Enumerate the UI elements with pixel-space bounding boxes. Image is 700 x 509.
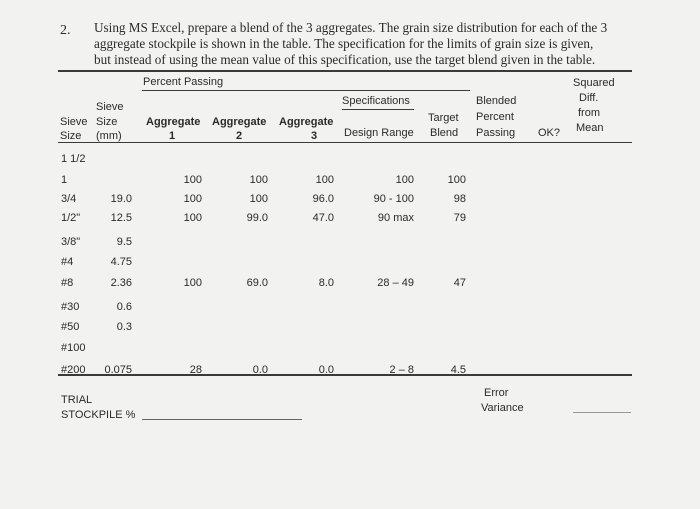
hdr-agg3-1: Aggregate: [279, 116, 334, 128]
error-variance-blank: [573, 412, 631, 413]
percent-passing-label: Percent Passing: [143, 76, 224, 88]
row-3-sieve: 1/2": [61, 212, 81, 224]
row-2-a1: 100: [183, 193, 202, 205]
question-line-3: but instead of using the mean value of this specification, use the target blend given in the table.: [94, 52, 596, 67]
row-3-a3: 47.0: [312, 212, 334, 224]
row-3-a1: 100: [183, 212, 202, 224]
row-2-sieve: 3/4: [61, 193, 77, 205]
hdr-specifications: Specifications: [342, 95, 410, 107]
row-1-sieve: 1: [61, 174, 68, 186]
row-2-a2: 100: [249, 193, 268, 205]
row-1-a2: 100: [249, 174, 268, 186]
row-3-target: 79: [453, 212, 466, 224]
row-10-target: 4.5: [450, 364, 466, 376]
hdr-blended-1: Blended: [476, 95, 517, 107]
hdr-blended-3: Passing: [476, 127, 516, 139]
hdr-sieve-mm-1: Sieve: [96, 101, 124, 113]
hdr-target-1: Target: [428, 112, 459, 124]
hdr-agg1-2: 1: [169, 130, 176, 142]
row-10-a3: 0.0: [318, 364, 334, 376]
rule-specifications: [342, 109, 414, 110]
row-6-mm: 2.36: [110, 277, 132, 289]
row-0-sieve: 1 1/2: [61, 153, 86, 165]
row-5-sieve: #4: [61, 256, 74, 268]
row-4-mm: 9.5: [116, 236, 132, 248]
row-9-sieve: #100: [61, 342, 86, 354]
row-3-mm: 12.5: [110, 212, 132, 224]
row-10-a2: 0.0: [252, 364, 268, 376]
row-2-a3: 96.0: [312, 193, 334, 205]
hdr-sieve-size-2: Size: [60, 130, 82, 142]
row-10-range: 2 – 8: [389, 364, 414, 376]
hdr-squared-2: Diff.: [579, 92, 599, 104]
trial-label-2: STOCKPILE %: [61, 409, 136, 421]
row-1-a1: 100: [183, 174, 202, 186]
row-3-a2: 99.0: [246, 212, 268, 224]
row-2-target: 98: [453, 193, 466, 205]
row-2-range: 90 - 100: [373, 193, 414, 205]
row-7-sieve: #30: [61, 301, 80, 313]
hdr-squared-1: Squared: [573, 77, 615, 89]
rule-table-end: [58, 374, 632, 376]
row-8-sieve: #50: [61, 321, 80, 333]
hdr-agg2-2: 2: [236, 130, 243, 142]
rule-header-end: [58, 142, 632, 143]
trial-label-1: TRIAL: [61, 394, 93, 406]
error-label-1: Error: [484, 387, 509, 399]
row-2-mm: 19.0: [110, 193, 132, 205]
row-6-a2: 69.0: [246, 277, 268, 289]
rule-question-end: [58, 70, 632, 72]
row-3-range: 90 max: [377, 212, 414, 224]
row-6-a3: 8.0: [318, 277, 334, 289]
rule-percent-passing: [142, 90, 470, 91]
trial-stockpile-blank: [142, 419, 302, 420]
row-4-sieve: 3/8": [61, 236, 81, 248]
row-10-mm: 0.075: [104, 364, 132, 376]
hdr-agg2-1: Aggregate: [212, 116, 267, 128]
row-6-a1: 100: [183, 277, 202, 289]
hdr-sieve-mm-3: (mm): [96, 130, 122, 142]
hdr-target-2: Blend: [430, 127, 459, 139]
hdr-sieve-size-1: Sieve: [60, 116, 88, 128]
row-10-sieve: #200: [61, 364, 86, 376]
hdr-squared-3: from: [578, 107, 600, 119]
hdr-ok: OK?: [538, 127, 561, 139]
hdr-sieve-mm-2: Size: [96, 116, 118, 128]
hdr-design-range: Design Range: [344, 127, 414, 139]
row-1-range: 100: [395, 174, 414, 186]
question-number: 2.: [60, 23, 71, 38]
row-1-target: 100: [447, 174, 466, 186]
question-line-2: aggregate stockpile is shown in the table. The specification for the limits of grain size is given,: [94, 36, 594, 51]
error-label-2: Variance: [481, 402, 524, 414]
row-5-mm: 4.75: [110, 256, 132, 268]
row-6-sieve: #8: [61, 277, 74, 289]
row-1-a3: 100: [315, 174, 334, 186]
hdr-blended-2: Percent: [476, 111, 514, 123]
row-8-mm: 0.3: [116, 321, 132, 333]
hdr-agg3-2: 3: [311, 130, 318, 142]
hdr-agg1-1: Aggregate: [146, 116, 201, 128]
question-line-1: Using MS Excel, prepare a blend of the 3 aggregates. The grain size distribution for each of the 3: [94, 20, 608, 35]
row-6-target: 47: [453, 277, 466, 289]
row-10-a1: 28: [189, 364, 202, 376]
hdr-squared-4: Mean: [576, 122, 604, 134]
row-7-mm: 0.6: [116, 301, 132, 313]
row-6-range: 28 – 49: [377, 277, 414, 289]
